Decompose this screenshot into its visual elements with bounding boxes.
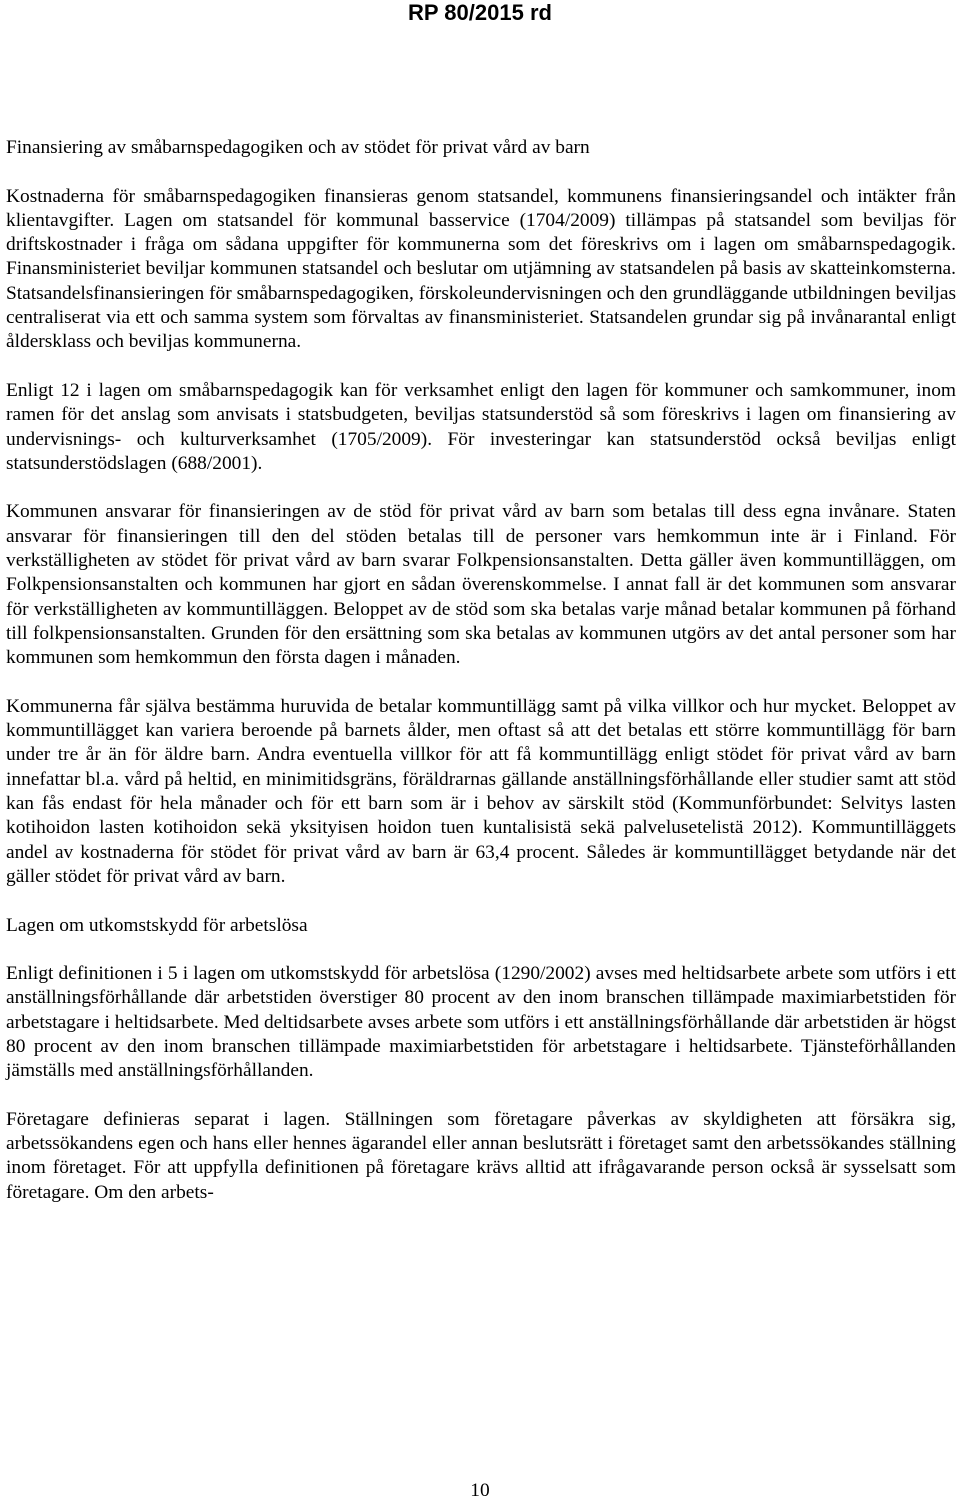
document-body	[6, 136, 956, 1205]
page-number: 10	[470, 1480, 490, 1501]
section-heading-financing: Finansiering av småbarnspedagogiken och av stödet för privat vård av barn	[6, 137, 590, 158]
paragraph-costs: Kostnaderna för småbarnspedagogiken finansieras genom statsandel, kommunens finansieringsandel och intäkter från klientavgifter. Lagen om statsandel för kommunal basservice (1704/2009) tillämpas på statsandel som beviljas för driftskostnader i fråga om sådana uppgifter för kommunerna som det föreskrivs om i lagen om småbarnspedagogik. Finansministeriet beviljar kommunen statsandel och beslutar om utjämning av statsandelen på basis av skatteinkomsterna. Statsandelsfinansieringen för småbarnspedagogiken, förskoleundervisningen och den grundläggande utbildningen beviljas centraliserat via ett och samma system som förvaltas av finansministeriet. Statsandelen grundar sig på invånarantal enligt åldersklass och beviljas kommunerna.	[6, 185, 956, 353]
paragraph-fulltime-definition: Enligt definitionen i 5 i lagen om utkomstskydd för arbetslösa (1290/2002) avses med heltidsarbete arbete som utförs i ett anställningsförhållande där arbetstiden överstiger 80 procent av den inom branschen tillämpade maximiarbetstiden för arbetstagare i heltidsarbete. Med deltidsarbete avses arbete som utförs i ett anställningsförhållande där arbetstiden är högst 80 procent av den inom branschen tillämpade maximiarbetstiden för arbetstagare i heltidsarbete. Tjänsteförhållanden jämställs med anställningsförhållanden.	[6, 963, 956, 1082]
paragraph-municipal-supplement: Kommunerna får själva bestämma huruvida de betalar kommuntillägg samt på vilka villkor och hur mycket. Beloppet av kommuntillägget kan variera beroende på barnets ålder, men oftast så att det betalas ett större kommuntillägg för barn under tre år än för äldre barn. Andra eventuella villkor för att få kommuntillägg enligt stödet för privat vård av barn innefattar bl.a. vård på heltid, en minimitidsgräns, föräldrarnas gällande anställningsförhållande eller studier samt att stöd kan fås endast för hela månader och för ett barn som är i behov av särskilt stöd (Kommunförbundet: Selvitys lasten kotihoidon lasten kotihoidon sekä yksityisen hoidon tuen kuntalisistä sekä palvelusetelistä 2012). Kommuntilläggets andel av kostnaderna för stödet för privat vård av barn är 63,4 procent. Således är kommuntillägget betydande när det gäller stödet för privat vård av barn.	[6, 695, 956, 887]
document-title: RP 80/2015 rd	[408, 0, 552, 25]
document-header	[0, 0, 960, 26]
section-heading-unemployment: Lagen om utkomstskydd för arbetslösa	[6, 914, 308, 936]
paragraph-municipal-responsibility: Kommunen ansvarar för finansieringen av de stöd för privat vård av barn som betalas till dess egna invånare. Staten ansvarar för finansieringen till den del stöden betalas till de personer vars hemkommun inte är i Finland. För verkställigheten av stödet för privat vård av barn svarar Folkpensionsanstalten. Detta gäller även kommuntilläggen, om Folkpensionsanstalten och kommunen har gjort en sådan överenskommelse. I annat fall är det kommunen som ansvarar för verkställigheten av kommuntilläggen. Beloppet av de stöd som ska betalas varje månad betalar kommunen på förhand till folkpensionsanstalten. Grunden för den ersättning som ska betalas av kommunen utgörs av det antal personer som har kommunen som hemkommun den första dagen i månaden.	[6, 501, 956, 669]
paragraph-state-subsidy: Enligt 12 i lagen om småbarnspedagogik kan för verksamhet enligt den lagen för kommuner och samkommuner, inom ramen för det anslag som anvisats i statsbudgeten, beviljas statsunderstöd så som föreskrivs i lagen om finansiering av undervisnings- och kulturverksamhet (1705/2009). För investeringar kan statsunderstöd också beviljas enligt statsunderstödslagen (688/2001).	[6, 379, 956, 474]
paragraph-entrepreneurs: Företagare definieras separat i lagen. Ställningen som företagare påverkas av skyldigheten att försäkra sig, arbetssökandens egen och hans eller hennes ägarandel eller annan beslutsrätt i företaget samt den arbetssökandes ställning inom företaget. För att uppfylla definitionen på företagare krävs alltid att ifrågavarande person också är sysselsatt som företagare. Om den arbets-	[6, 1108, 956, 1203]
